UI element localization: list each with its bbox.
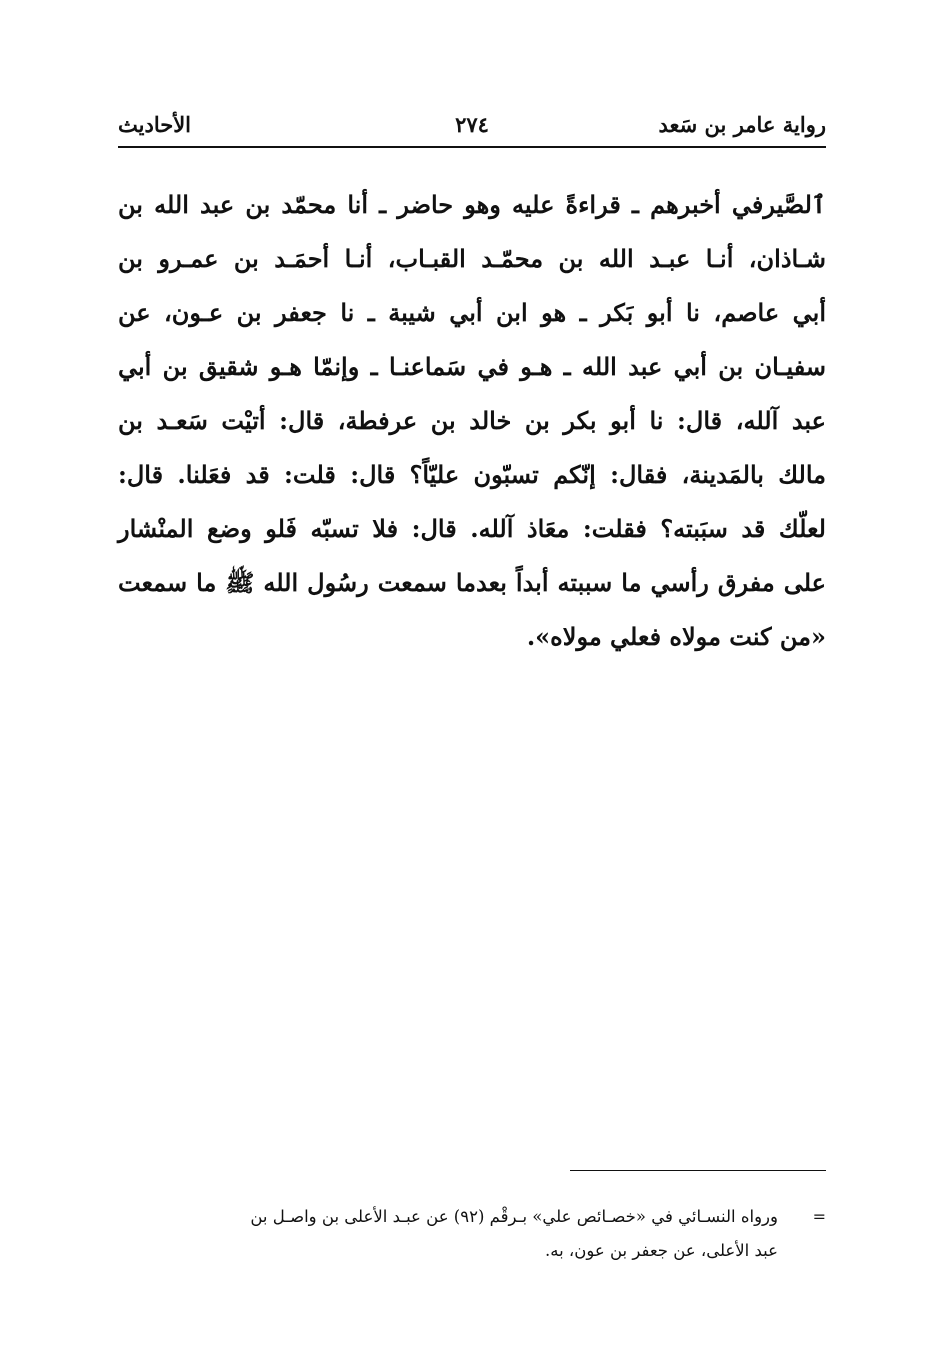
footnote [118,1200,826,1268]
text-line: أبي عاصم، نا أبو بَكر ـ هو ابن أبي شيبة ـ نا جعفر بن عـون، عن [118,298,826,327]
page-number: ٢٧٤ [455,112,489,137]
footnote-divider [570,1170,826,1171]
header-divider [118,146,826,148]
text-line: شـاذان، أنـا عبـد الله بن محمّـد القبـاب، أنـا أحمَـد بن عمـرو بن [118,244,826,273]
text-line: سفيـان بن أبي عبد الله ـ هـو في سَماعنـا ـ وإنمّا هـو شقيق بن أبي [118,352,826,381]
footnote-text: ورواه النسـائي في «خصـائص علي» بـرقْم (٩٢) عن عبـد الأعلى بن واصـل بن [250,1207,778,1226]
text-line: ٱلصَّيرفي أخبرهم ـ قراءةً عليه وهو حاضر ـ أنا محمّد بن عبد الله بن [118,190,826,219]
header-book-section: الأحاديث [118,112,192,137]
footnote-continuation-marker: = [812,1207,826,1226]
text-line: على مفرق رأسي ما سببته أبداً بعدما سمعت رسُول الله ﷺ ما سمعت [118,568,826,597]
text-line: مالك بالمَدينة، فقال: إنّكم تسبّون عليّاً؟ قال: قلت: قد فعَلنا. قال: [118,460,826,489]
footnote-line [118,1200,826,1234]
text-line: عبد آلله، قال: نا أبو بكر بن خالد بن عرفطة، قال: أتيْت سَعـد بن [118,406,826,435]
footnote-line [118,1234,826,1268]
text-line: «من كنت مولاه فعلي مولاه». [526,622,826,651]
running-header [118,112,826,148]
header-chapter-title: رواية عامر بن سَعد [658,112,826,137]
text-line: لعلّك قد سبَبته؟ فقلت: معَاذ آلله. قال: فلا تسبّه فَلو وضع المنْشار [118,514,826,543]
hadith-text [118,178,826,664]
footnote-text: عبد الأعلى، عن جعفر بن عون، به. [545,1241,778,1260]
